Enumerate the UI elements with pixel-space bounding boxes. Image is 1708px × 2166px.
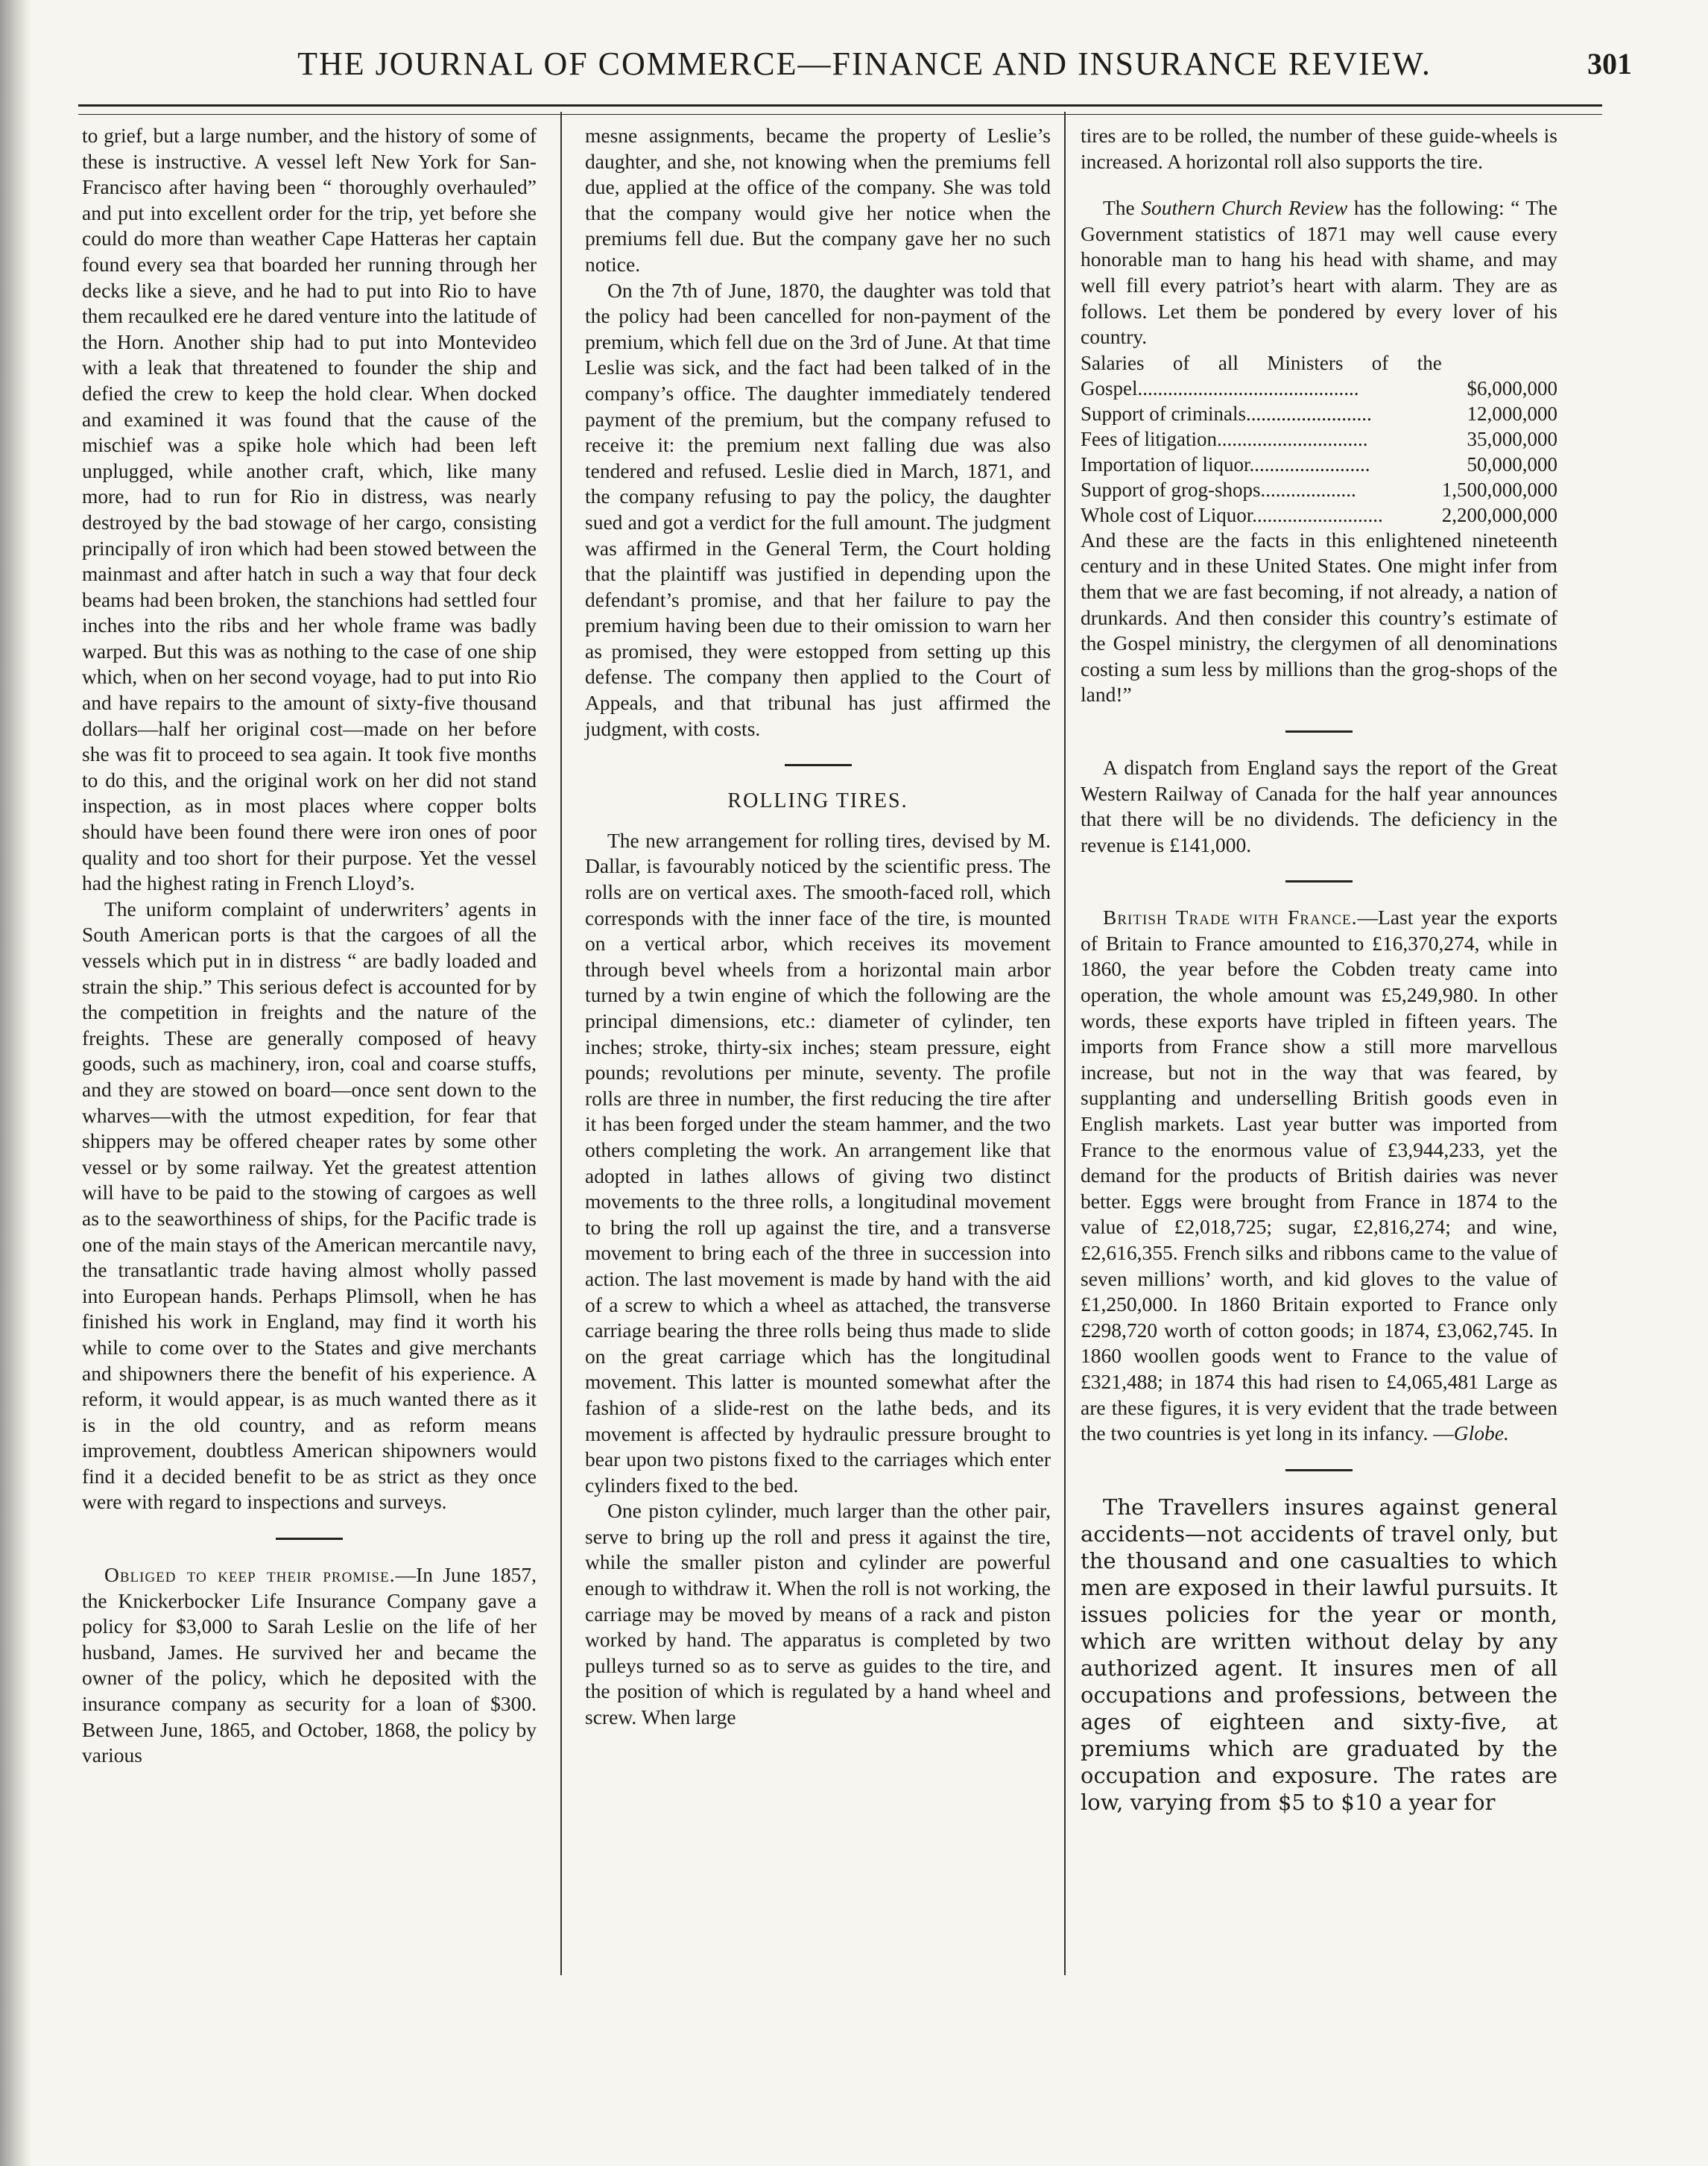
table-row <box>1081 350 1557 401</box>
column-1 <box>82 123 537 1769</box>
page-number: 301 <box>1587 47 1632 80</box>
article-divider <box>1285 730 1353 733</box>
stat-label: Salaries of all Ministers of the Gospel............................................ <box>1081 351 1442 400</box>
column-3 <box>1081 123 1557 1816</box>
table-row <box>1081 452 1557 477</box>
table-row <box>1081 401 1557 426</box>
article-paragraph: The new arrangement for rolling tires, devised by M. Dallar, is favourably noticed by the scientific press. The rolls are on vertical axes. The smooth-faced roll, which corresponds with the inner face of the tire, is mounted on a vertical arbor, which receives its movement through bevel wheels from a horizontal main arbor turned by a twin engine of which the following are the principal dimensions, etc.: diameter of cylinder, ten inches; stroke, thirty-six inches; steam pressure, eight pounds; revolutions per minute, seventy. The profile rolls are three in number, the first reducing the tire after it has been forged under the steam hammer, and the two others completing the work. An arrangement like that adopted in lathes allows of giving two distinct movements to the three rolls, a longitudinal movement to bring the roll up against the tire, and a transverse movement to bring each of the three in succession into action. The last movement is made by hand with the aid of a screw to which a wheel as attached, the transverse carriage bearing the three rolls being thus made to slide on the great carriage which has the longitudinal movement. This latter is mounted somewhat after the fashion of a slide-rest on the lathe beds, and its movement is affected by hydraulic pressure brought to bear upon two pistons fixed to the carriages which enter cylinders fixed to the bed. <box>585 828 1051 1497</box>
article-divider <box>276 1538 343 1540</box>
article-heading: British Trade with France. <box>1103 906 1358 929</box>
article-text: —In June 1857, the Knickerbocker Life Insurance Company gave a policy for $3,000 to Sarah Leslie on the life of her husband, James. He survived her and became the owner of the policy, which he deposited with the insurance company as security for a loan of $300. Between June, 1865, and October, 1868, the policy by various <box>82 1563 537 1767</box>
article-paragraph: to grief, but a large number, and the history of some of these is instructive. A vessel left New York for San-Francisco after having been “ thoroughly overhauled” and put into excellent order for the trip, yet before she could do more than weather Cape Hatteras her captain found every sea that boarded her running through her decks like a sieve, and he had to put into Rio to have them recaulked ere he dared venture into the latitude of the Horn. Another ship had to put into Montevideo with a leak that threatened to founder the ship and defied the crew to keep the hold clear. When docked and examined it was found that the cause of the mischief was a spike hole which had been left unplugged, while another craft, which, like many more, had to run for Rio in distress, was nearly destroyed by the bad stowage of her cargo, consisting principally of iron which had been stowed between the mainmast and after hatch in such a way that four deck beams had been broken, the stanchions had settled four inches into the ribs and her whole frame was badly warped. But this was as nothing to the case of one ship which, when on her second voyage, had to put into Rio and have repairs to the amount of sixty-five thousand dollars—half her original cost—made on her before she was fit to proceed to sea again. It took five months to do this, and the original work on her did not stand inspection, as in most places where copper bolts should have been found there were iron ones of poor quality and too short for their purpose. Yet the vessel had the highest rating in French Lloyd’s. <box>82 124 537 895</box>
article-paragraph: mesne assignments, became the property of Leslie’s daughter, and she, not knowing when the premiums fell due, applied at the office of the company. She was told that the company would give her notice when the premiums fell due. But the company gave her no such notice. <box>585 124 1051 276</box>
column-rule-2 <box>1064 112 1066 1975</box>
table-row <box>1081 426 1557 452</box>
article-text: The <box>1103 196 1142 220</box>
article-paragraph: A dispatch from England says the report of the Great Western Railway of Canada for the half year announces that there will be no dividends. The deficiency in the revenue is £141,000. <box>1081 755 1557 856</box>
stat-amount: 50,000,000 <box>1467 452 1557 476</box>
publication-name: Southern Church Review <box>1141 196 1348 220</box>
stat-label: Support of criminals......................... <box>1081 402 1372 425</box>
table-row <box>1081 502 1557 528</box>
running-head <box>127 45 1632 97</box>
stat-amount: 35,000,000 <box>1467 427 1557 450</box>
statistics-table <box>1081 350 1557 528</box>
article-paragraph: On the 7th of June, 1870, the daughter was told that the policy had been cancelled for non-payment of the premium, which fell due on the 3rd of June. At that time Leslie was sick, and the fact had been talked of in the company’s office. The daughter immediately tendered payment of the premium, but the company refused to receive it: the premium next falling due was also tendered and refused. Leslie died in March, 1871, and the company refusing to pay the policy, the daughter sued and got a verdict for the full amount. The judgment was affirmed in the General Term, the Court holding that the plaintiff was justified in depending upon the defendant’s promise, and that her failure to pay the premium having been due to their omission to warn her as promised, they were estopped from setting up this defense. The company then applied to the Court of Appeals, and that tribunal has just affirmed the judgment, with costs. <box>585 278 1051 740</box>
header-rule <box>78 104 1602 115</box>
article-divider <box>1285 880 1353 882</box>
advertisement-paragraph: The Travellers insures against general accidents—not accidents of travel only, but the thousand and one casualties to which men are exposed in their lawful pursuits. It issues policies for the year or month, which are written without delay by any authorized agent. It insures men of all occupations and professions, between the ages of eighteen and sixty-five, at premiums which are graduated by the occupation and exposure. The rates are low, varying from $5 to $10 a year for <box>1081 1494 1557 1815</box>
article-paragraph: tires are to be rolled, the number of these guide-wheels is increased. A horizontal roll also supports the tire. <box>1081 124 1557 173</box>
article-paragraph <box>1081 195 1557 350</box>
article-paragraph: And these are the facts in this enlightened nineteenth century and in these United States. One might infer from them that we are fast becoming, if not already, a nation of drunkards. And then consider this country’s estimate of the Gospel ministry, the clergymen of all denominations costing a sum less by millions than the grog-shops of the land!” <box>1081 528 1557 707</box>
stat-label: Fees of litigation.............................. <box>1081 427 1368 450</box>
article-text: has the following: “ The Government statistics of 1871 may well cause every honorable man to hang his head with shame, and may well fill every patriot’s heart with alarm. They are as follows. Let them be pondered by every lover of his country. <box>1081 196 1557 349</box>
stat-amount: 2,200,000,000 <box>1441 503 1557 526</box>
column-rule-1 <box>560 112 562 1975</box>
article-paragraph <box>1081 905 1557 1446</box>
section-title: ROLLING TIRES. <box>727 789 908 813</box>
article-text: —Last year the exports of Britain to France amounted to £16,370,274, while in 1860, the year before the Cobden treaty came into operation, the whole amount was £5,249,980. In other words, these exports have tripled in fifteen years. The imports from France show a still more marvellous increase, but not in the way that was feared, by supplanting and underselling British goods even in English markets. Last year butter was imported from France to the enormous value of £3,944,233, yet the demand for the products of British dairies was never better. Eggs were brought from France in 1874 to the value of £2,018,725; sugar, £2,816,274; and wine, £2,616,355. French silks and ribbons came to the value of seven millions’ worth, and kid gloves to the value of £1,250,000. In 1860 Britain exported to France only £298,720 worth of cotton goods; in 1874, £3,062,745. In 1860 woollen goods went to France to the value of £321,488; in 1874 this had risen to £4,065,481 Large as are these figures, it is very evident that the trade between the two countries is yet long in its infancy. — <box>1081 906 1557 1445</box>
stat-label: Support of grog-shops................... <box>1081 478 1356 501</box>
publication-name: Globe. <box>1453 1421 1509 1445</box>
table-row <box>1081 477 1557 502</box>
stat-amount: 1,500,000,000 <box>1441 478 1557 501</box>
stat-label: Whole cost of Liquor.......................... <box>1081 503 1383 526</box>
article-heading: Obliged to keep their promise. <box>104 1563 396 1587</box>
page-edge-shadow <box>0 0 31 2166</box>
journal-title: THE JOURNAL OF COMMERCE—FINANCE AND INSURANCE REVIEW. <box>297 45 1432 82</box>
column-2 <box>585 123 1051 1731</box>
stat-amount: $6,000,000 <box>1467 376 1557 400</box>
article-paragraph: The uniform complaint of underwriters’ agents in South American ports is that the cargoes of all the vessels which put in in distress “ are badly loaded and strain the ship.” This serious defect is accounted for by the competition in freights and the nature of the freights. These are generally composed of heavy goods, such as machinery, iron, coal and coarse stuffs, and they are stowed on board—once sent down to the wharves—with the utmost expedition, for fear that shippers may be offered cheaper rates by some other vessel or by some railway. Yet the greatest attention will have to be paid to the stowing of cargoes as well as to the seaworthiness of ships, for the Pacific trade is one of the main stays of the American mercantile navy, the transatlantic trade having almost wholly passed into European hands. Perhaps Plimsoll, when he has finished his work in England, may find it worth his while to come over to the States and give merchants and shipowners there the benefit of his experience. A reform, it would appear, is as much wanted there as it is in the old country, and as reform means improvement, doubtless American shipowners would find it a decided benefit to be as strict as they once were with regard to inspections and surveys. <box>82 897 537 1514</box>
article-paragraph <box>82 1562 537 1769</box>
stat-amount: 12,000,000 <box>1467 402 1557 425</box>
stat-label: Importation of liquor........................ <box>1081 452 1370 476</box>
article-paragraph: One piston cylinder, much larger than the other pair, serve to bring up the roll and press it against the tire, while the smaller piston and cylinder are powerful enough to withdraw it. When the roll is not working, the carriage may be moved by means of a rack and piston worked by hand. The apparatus is completed by two pulleys turned so as to serve as guides to the tire, and the position of which is regulated by a hand wheel and screw. When large <box>585 1499 1051 1729</box>
article-divider <box>785 764 852 766</box>
article-divider <box>1285 1469 1353 1471</box>
